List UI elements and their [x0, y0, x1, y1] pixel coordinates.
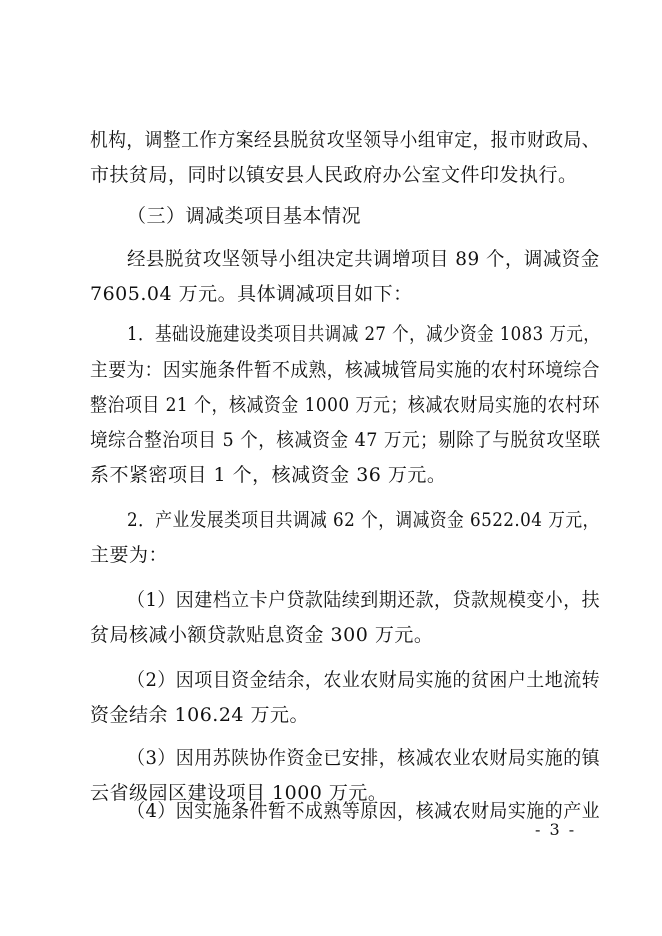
body-text-line: 7605.04 万元。具体调减项目如下： — [90, 283, 413, 305]
body-text-line: 主要为： — [90, 544, 169, 566]
body-text-line: 2．产业发展类项目共调减 62 个，调减资金 6522.04 万元， — [127, 509, 600, 531]
body-text-line: 主要为：因实施条件暂不成熟，核减城管局实施的农村环境综合 — [90, 359, 600, 381]
body-text-line: 云省级园区建设项目 1000 万元。 — [90, 782, 388, 804]
body-text-line: （1）因建档立卡户贷款陆续到期还款，贷款规模变小，扶 — [127, 589, 601, 611]
body-text-line: 经县脱贫攻坚领导小组决定共调增项目 89 个，调减资金 — [127, 248, 600, 270]
body-text-line: 机构，调整工作方案经县脱贫攻坚领导小组审定，报市财政局、 — [90, 129, 600, 151]
body-text-line: 系不紧密项目 1 个，核减资金 36 万元。 — [90, 464, 447, 486]
body-text-line: 境综合整治项目 5 个，核减资金 47 万元；剔除了与脱贫攻坚联 — [90, 429, 601, 451]
body-text-line: 整治项目 21 个，核减资金 1000 万元；核减农财局实施的农村环 — [90, 394, 600, 416]
page-number: - 3 - — [535, 820, 577, 839]
body-text-line: 资金结余 106.24 万元。 — [90, 704, 310, 726]
body-text-line: （3）因用苏陕协作资金已安排，核减农业农财局实施的镇 — [127, 747, 601, 769]
body-text-line: （4）因实施条件暂不成熟等原因，核减农财局实施的产业 — [127, 800, 601, 822]
body-text-line: 市扶贫局，同时以镇安县人民政府办公室文件印发执行。 — [90, 164, 578, 186]
section-heading: （三）调减类项目基本情况 — [127, 205, 362, 227]
body-text-line: 贫局核减小额贷款贴息资金 300 万元。 — [90, 624, 434, 646]
body-text-line: 1．基础设施建设类项目共调减 27 个，减少资金 1083 万元， — [127, 323, 601, 345]
body-text-line: （2）因项目资金结余，农业农财局实施的贫困户土地流转 — [127, 669, 601, 691]
